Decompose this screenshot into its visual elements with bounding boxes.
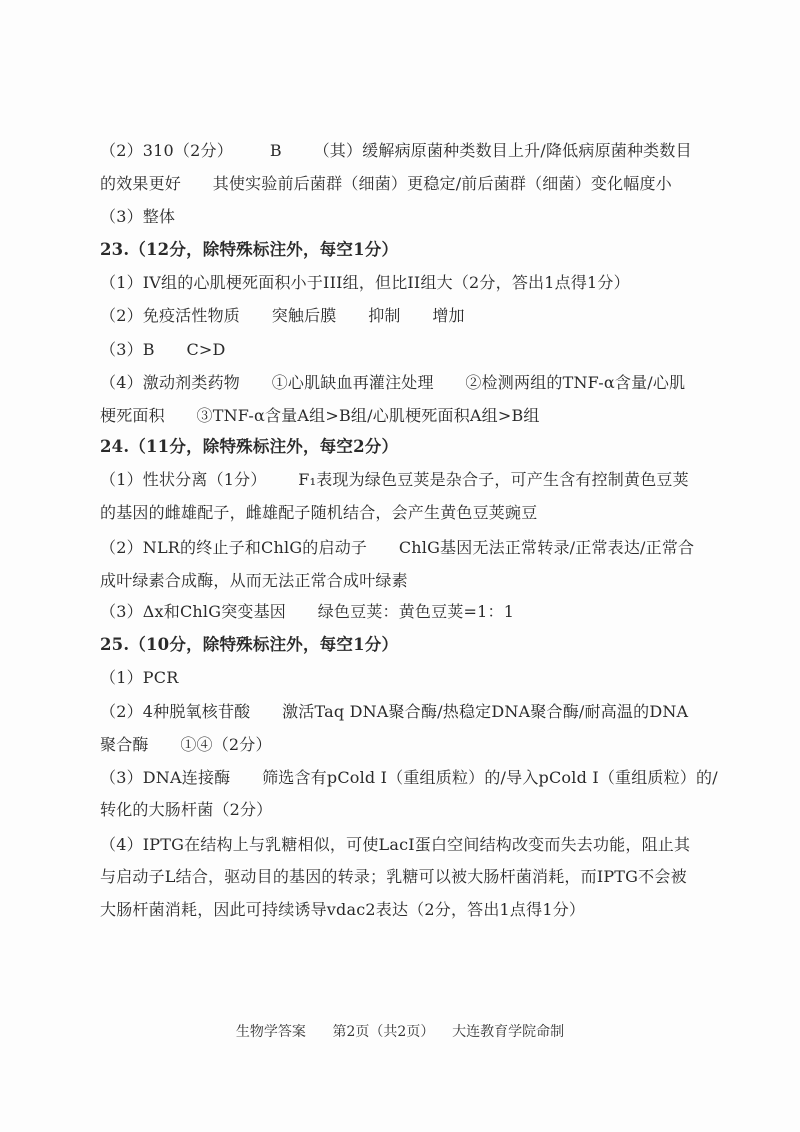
- answer-line: （2）NLR的终止子和ChlG的启动子 ChlG基因无法正常转录/正常表达/正常合: [100, 538, 695, 557]
- answer-line: （3）Δx和ChlG突变基因 绿色豆荚：黄色豆荚=1：1: [100, 602, 515, 621]
- answer-line: 的效果更好 其使实验前后菌群（细菌）更稳定/前后菌群（细菌）变化幅度小: [100, 174, 672, 193]
- answer-line: （3）整体: [100, 207, 176, 226]
- answer-line: （3）B C>D: [100, 340, 226, 359]
- answer-line: （2）310（2分） B （其）缓解病原菌种类数目上升/降低病原菌种类数目: [100, 141, 692, 160]
- question-header: 25.（10分，除特殊标注外，每空1分）: [100, 635, 399, 654]
- answer-line: 聚合酶 ①④（2分）: [100, 735, 272, 754]
- page-footer: 生物学答案 第2页（共2页） 大连教育学院命制: [235, 1024, 565, 1040]
- answer-line: （2）4种脱氧核苷酸 激活Taq DNA聚合酶/热稳定DNA聚合酶/耐高温的DNA: [100, 702, 689, 721]
- answer-line: （4）IPTG在结构上与乳糖相似，可使LacI蛋白空间结构改变而失去功能，阻止其: [100, 835, 691, 854]
- answer-line: 转化的大肠杆菌（2分）: [100, 800, 273, 819]
- answer-line: （1）PCR: [100, 668, 179, 687]
- answer-line: （3）DNA连接酶 筛选含有pCold I（重组质粒）的/导入pCold I（重组质粒）的/: [100, 768, 718, 787]
- answer-line: （2）免疫活性物质 突触后膜 抑制 增加: [100, 306, 465, 325]
- answer-line: 梗死面积 ③TNF-α含量A组>B组/心肌梗死面积A组>B组: [100, 406, 540, 425]
- answer-line: 的基因的雌雄配子，雌雄配子随机结合，会产生黄色豆荚豌豆: [100, 503, 538, 522]
- answer-line: 大肠杆菌消耗，因此可持续诱导vdac2表达（2分，答出1点得1分）: [100, 900, 586, 919]
- answer-line: （1）IV组的心肌梗死面积小于III组，但比II组大（2分，答出1点得1分）: [100, 273, 630, 292]
- answer-line: （1）性状分离（1分） F₁表现为绿色豆荚是杂合子，可产生含有控制黄色豆荚: [100, 470, 689, 489]
- answer-line: （4）激动剂类药物 ①心肌缺血再灌注处理 ②检测两组的TNF-α含量/心肌: [100, 373, 686, 392]
- question-header: 23.（12分，除特殊标注外，每空1分）: [100, 240, 399, 259]
- question-header: 24.（11分，除特殊标注外，每空2分）: [100, 437, 399, 456]
- answer-line: 与启动子L结合，驱动目的基因的转录；乳糖可以被大肠杆菌消耗，而IPTG不会被: [100, 867, 687, 886]
- answer-line: 成叶绿素合成酶，从而无法正常合成叶绿素: [100, 571, 408, 590]
